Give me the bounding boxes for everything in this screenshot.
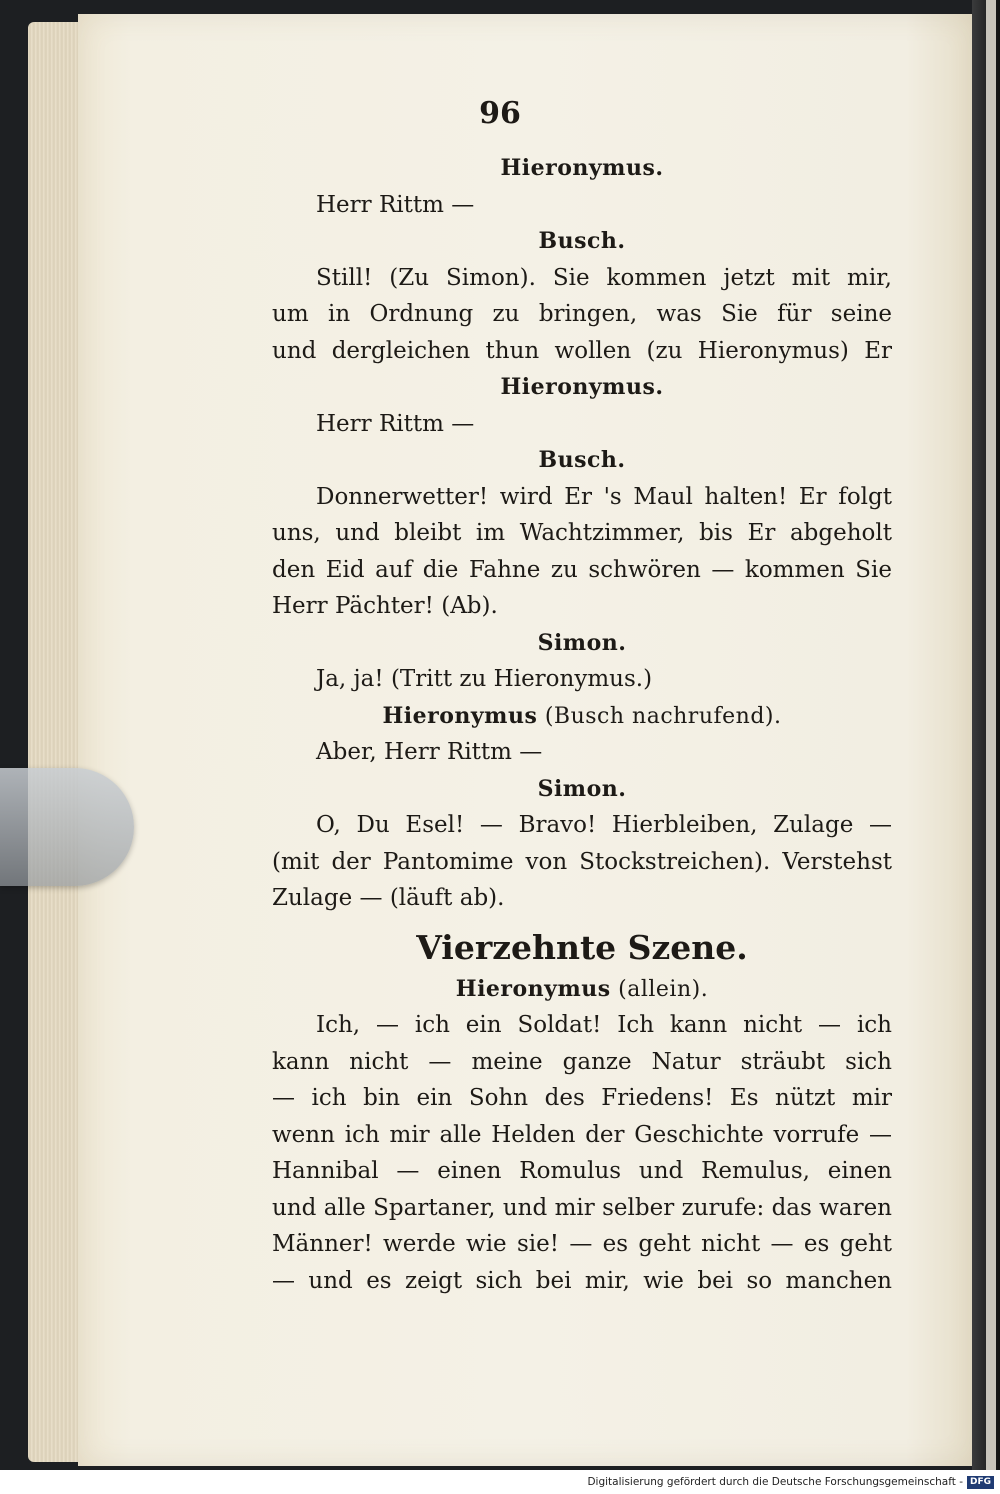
- text-line: Ja, ja! (Tritt zu Hieronymus.): [316, 666, 653, 692]
- speaker-name: [272, 971, 892, 1008]
- speaker-name: [272, 150, 892, 187]
- footer-credit: [0, 1470, 1000, 1494]
- text-line: — und es zeigt sich bei mir, wie bei so manchen: [272, 1267, 892, 1294]
- text-line: und dergleichen thun wollen (zu Hieronymus) Er: [272, 337, 892, 364]
- text-line: wenn ich mir alle Helden der Geschichte vorrufe —: [272, 1121, 892, 1148]
- stage-direction: (Busch nachrufend).: [537, 703, 782, 729]
- text-line: — ich bin ein Sohn des Friedens! Es nützt mir: [272, 1085, 892, 1111]
- text-line: O, Du Esel! — Bravo! Hierbleiben, Zulage —: [316, 812, 892, 838]
- page-body-text: [272, 150, 892, 1299]
- speaker-name: [272, 698, 892, 735]
- speaker-label: Hieronymus.: [500, 155, 664, 181]
- right-color-strip: [986, 0, 996, 1470]
- page-number: 96: [479, 96, 521, 131]
- text-line: Aber, Herr Rittm —: [316, 739, 543, 765]
- text-line: Männer! werde wie sie! — es geht nicht — es geht: [272, 1231, 892, 1257]
- text-line: den Eid auf die Fahne zu schwören — kommen Sie: [272, 556, 892, 583]
- stage-direction: (allein).: [610, 976, 709, 1002]
- speaker-name: [272, 223, 892, 260]
- text-line: kann nicht — meine ganze Natur sträubt sich: [272, 1048, 892, 1075]
- speaker-label: Busch.: [538, 228, 626, 254]
- text-line: um in Ordnung zu bringen, was Sie für seine: [272, 301, 892, 327]
- text-line: Ich, — ich ein Soldat! Ich kann nicht — ich: [316, 1012, 892, 1038]
- text-line: Still! (Zu Simon). Sie kommen jetzt mit mir,: [316, 264, 892, 291]
- speaker-name: [272, 771, 892, 808]
- speaker-name: [272, 369, 892, 406]
- text-line: Herr Pächter! (Ab).: [272, 593, 498, 619]
- speaker-label: Hieronymus: [455, 975, 611, 1002]
- text-line: Zulage — (läuft ab).: [272, 885, 505, 911]
- footer-text: Digitalisierung gefördert durch die Deutsche Forschungsgemeinschaft -: [587, 1476, 963, 1488]
- speaker-name: [272, 625, 892, 662]
- text-line: Herr Rittm —: [316, 410, 475, 437]
- speaker-label: Busch.: [538, 447, 626, 473]
- text-line: Hannibal — einen Romulus und Remulus, einen: [272, 1158, 892, 1184]
- speaker-label: Simon.: [537, 775, 627, 802]
- text-line: und alle Spartaner, und mir selber zurufe: das waren: [272, 1194, 892, 1221]
- text-line: uns, und bleibt im Wachtzimmer, bis Er abgeholt: [272, 520, 892, 546]
- text-line: Herr Rittm —: [316, 191, 475, 218]
- speaker-label: Hieronymus: [382, 702, 538, 729]
- dfg-logo: DFG: [967, 1476, 994, 1489]
- scene-heading: Vierzehnte Szene.: [416, 927, 748, 967]
- speaker-label: Simon.: [537, 629, 627, 656]
- text-line: (mit der Pantomime von Stockstreichen). Verstehst: [272, 848, 892, 875]
- bookmark-clip: [0, 768, 134, 886]
- text-line: Donnerwetter! wird Er 's Maul halten! Er folgt: [316, 483, 892, 510]
- speaker-label: Hieronymus.: [500, 374, 664, 400]
- speaker-name: [272, 442, 892, 479]
